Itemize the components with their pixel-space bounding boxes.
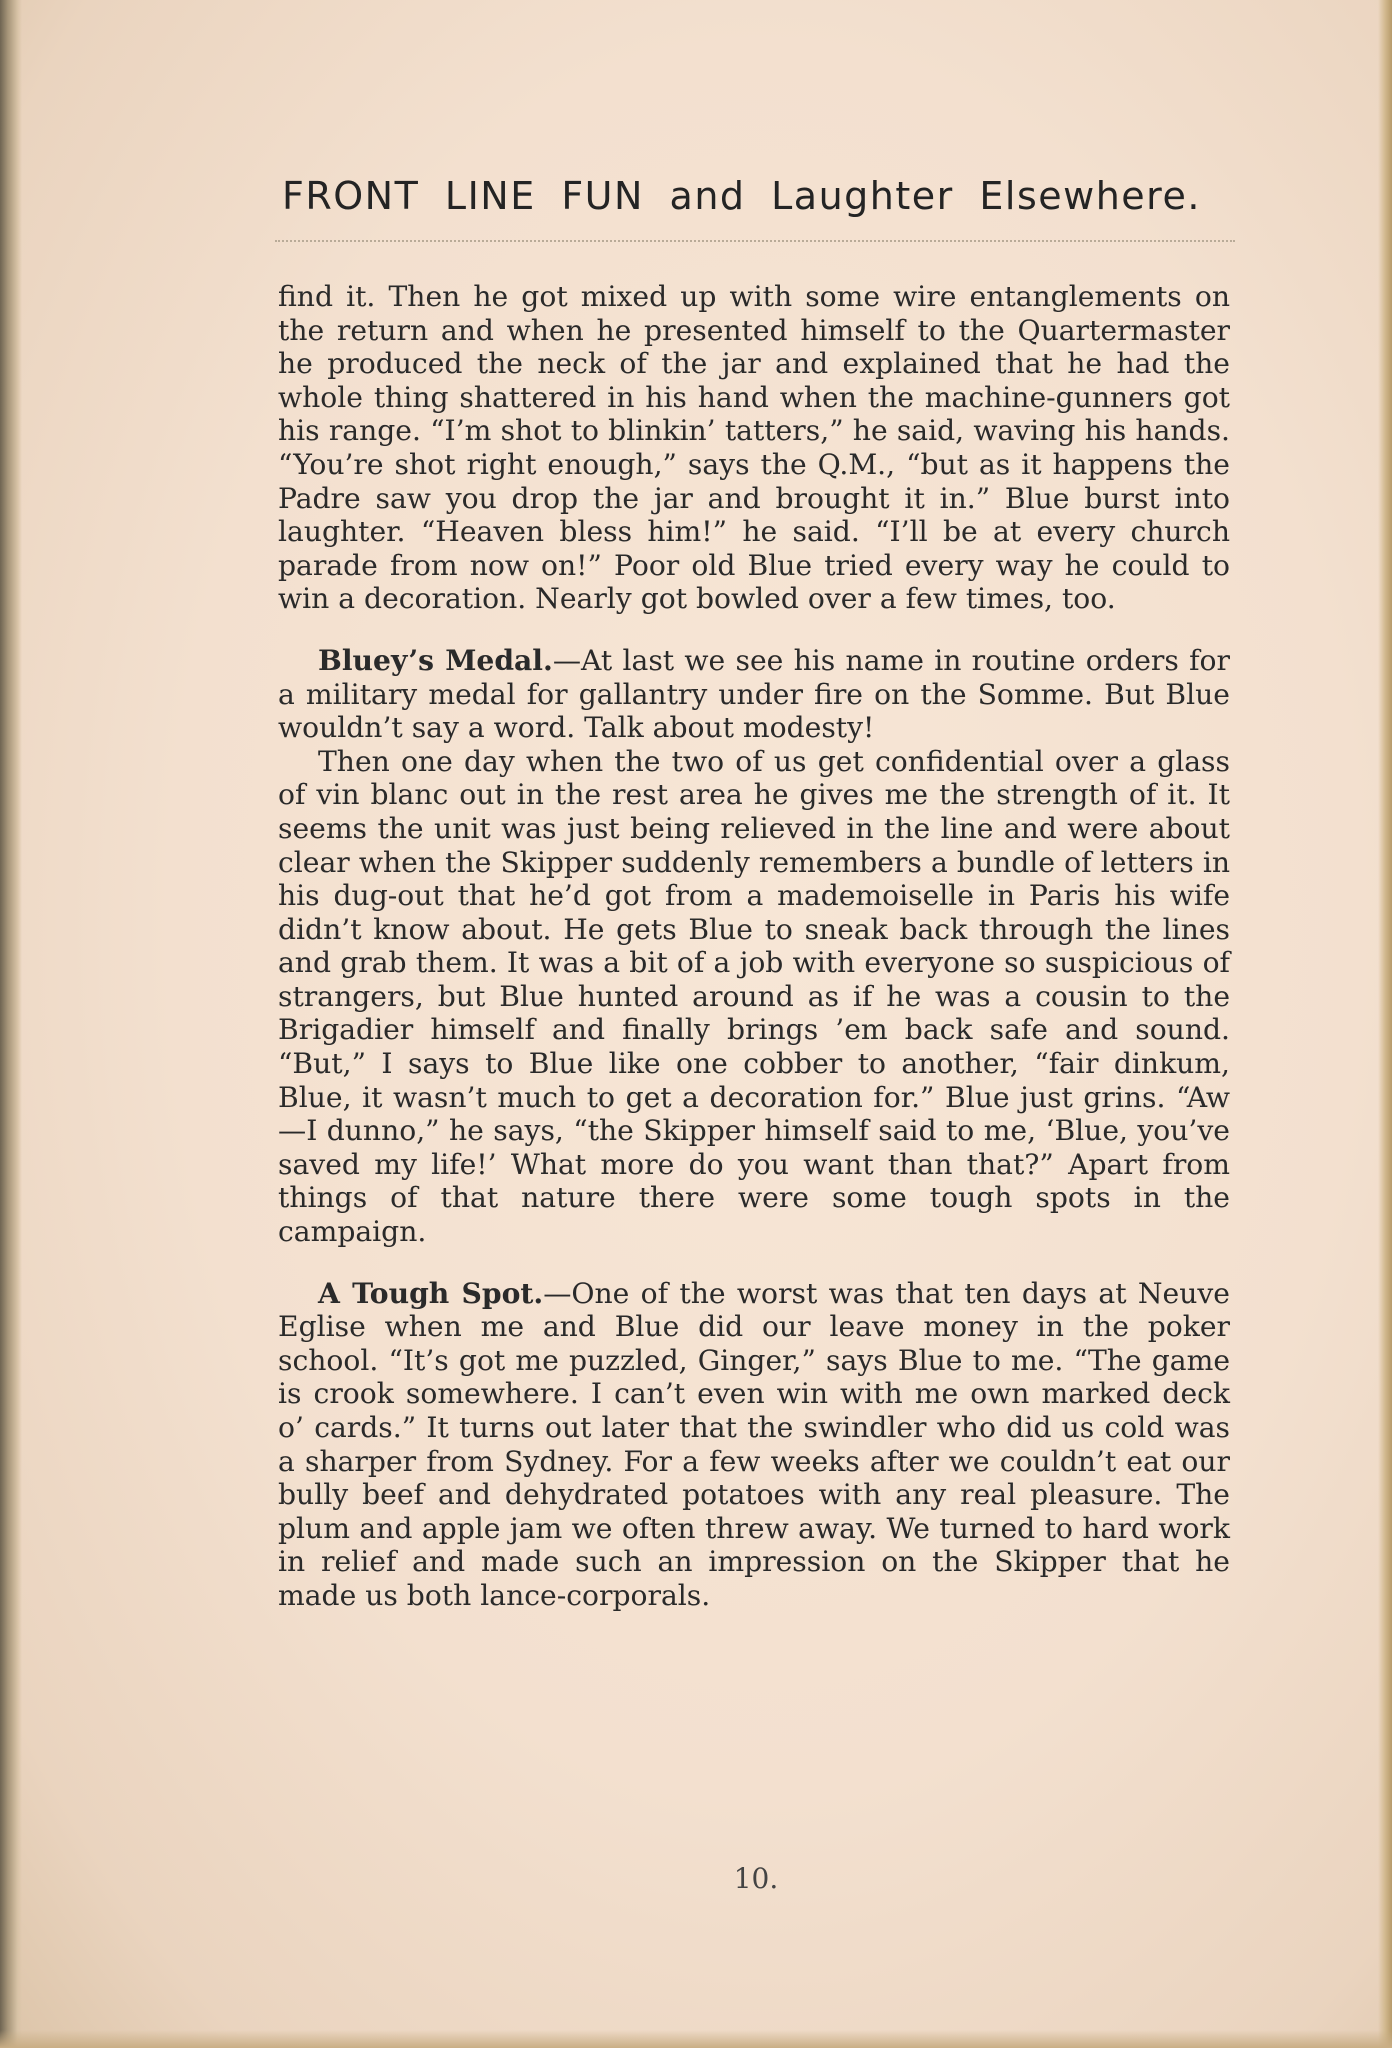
- page-right-edge: [1378, 0, 1392, 2048]
- paragraph-text: Then one day when the two of us get confidential over a glass of vin blanc out in the rest area he gives me the strength of it. It seems the unit was just being relieved in the line and were about clear when the Skipper suddenly remembers a bundle of letters in his dug-out that he’d got from a mademoiselle in Paris his wife didn’t know about. He gets Blue to sneak back through the lines and grab them. It was a bit of a job with everyone so suspicious of strangers, but Blue hunted around as if he was a cousin to the Brigadier himself and finally brings ’em back safe and sound. “But,” I says to Blue like one cobber to another, “fair dinkum, Blue, it wasn’t much to get a decoration for.” Blue just grins. “Aw—I dunno,” he says, “the Skipper himself said to me, ‘Blue, you’ve saved my life!’ What more do you want than that?” Apart from things of that nature there were some tough spots in the campaign.: [278, 744, 1230, 1249]
- paragraph: [278, 280, 1230, 616]
- header-divider: [275, 240, 1235, 242]
- body-text: [278, 280, 1230, 1613]
- header-word: FUN: [561, 174, 644, 218]
- paragraph: [278, 745, 1230, 1249]
- paragraph: [278, 644, 1230, 745]
- header-word: and: [669, 174, 746, 218]
- running-header: [282, 174, 1242, 218]
- paragraph: [278, 1277, 1230, 1613]
- paragraph-text: —At last we see his name in routine orders for a military medal for gallantry under fire on the Somme. But Blue wouldn’t say a word. Talk about modesty!: [278, 643, 1230, 745]
- section-heading: A Tough Spot.: [318, 1276, 544, 1310]
- header-word: Elsewhere.: [979, 174, 1201, 218]
- page-bottom-edge: [0, 2030, 1392, 2048]
- paragraph-text: find it. Then he got mixed up with some wire entanglements on the return and when he presented himself to the Quartermaster he produced the neck of the jar and explained that he had the whole thing shattered in his hand when the machine-gunners got his range. “I’m shot to blinkin’ tatters,” he said, waving his hands. “You’re shot right enough,” says the Q.M., “but as it happens the Padre saw you drop the jar and brought it in.” Blue burst into laughter. “Heaven bless him!” he said. “I’ll be at every church parade from now on!” Poor old Blue tried every way he could to win a decoration. Nearly got bowled over a few times, too.: [278, 280, 1230, 616]
- header-word: Laughter: [771, 174, 954, 218]
- header-word: LINE: [444, 174, 536, 218]
- paragraph-text: —One of the worst was that ten days at Neuve Eglise when me and Blue did our leave money in the poker school. “It’s got me puzzled, Ginger,” says Blue to me. “The game is crook somewhere. I can’t even win with me own marked deck o’ cards.” It turns out later that the swindler who did us cold was a sharper from Sydney. For a few weeks after we couldn’t eat our bully beef and dehydrated potatoes with any real pleasure. The plum and apple jam we often threw away. We turned to hard work in relief and made such an impression on the Skipper that he made us both lance-corporals.: [278, 1276, 1230, 1612]
- page-number: 10.: [733, 1862, 779, 1895]
- page-binding-edge: [0, 0, 22, 2048]
- header-word: FRONT: [282, 174, 420, 218]
- section-heading: Bluey’s Medal.: [318, 643, 553, 677]
